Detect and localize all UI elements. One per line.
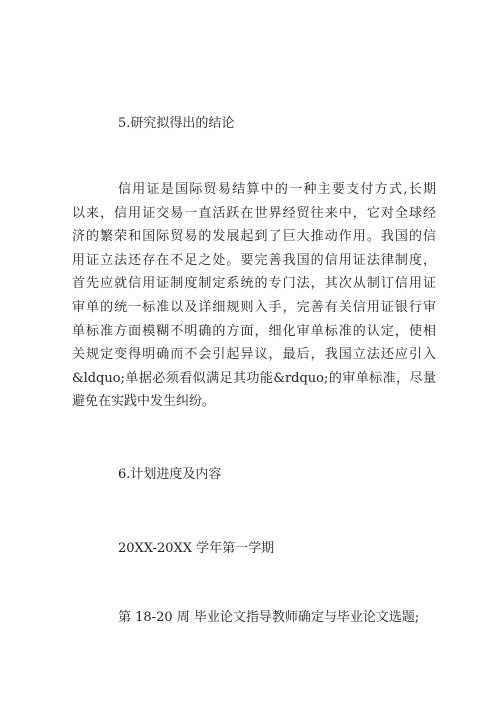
conclusion-paragraph bbox=[72, 178, 436, 414]
section-5-heading: 5.研究拟得出的结论 bbox=[118, 116, 235, 131]
paragraph-line: 单标准方面模糊不明确的方面，细化审单标准的认定，使相 bbox=[72, 323, 436, 339]
paragraph-line: &ldquo;单据必须看似满足其功能&rdquo;的审单标准，尽量 bbox=[72, 370, 436, 386]
paragraph-line: 首先应就信用证制度制定系统的专门法，其次从制订信用证 bbox=[72, 276, 436, 292]
schedule-item: 第 18-20 周 毕业论文指导教师确定与毕业论文选题; bbox=[118, 610, 420, 625]
paragraph-line: 审单的统一标准以及详细规则入手，完善有关信用证银行审 bbox=[72, 299, 436, 315]
paragraph-line: 信用证是国际贸易结算中的一种主要支付方式,长期 bbox=[118, 182, 436, 197]
term-heading: 20XX-20XX 学年第一学期 bbox=[118, 541, 275, 556]
paragraph-line: 关规定变得明确而不会引起异议，最后，我国立法还应引入 bbox=[72, 347, 436, 363]
section-6-heading: 6.计划进度及内容 bbox=[118, 467, 222, 482]
paragraph-line: 用证立法还存在不足之处。要完善我国的信用证法律制度， bbox=[72, 252, 436, 268]
paragraph-line: 济的繁荣和国际贸易的发展起到了巨大推动作用。我国的信 bbox=[72, 229, 436, 245]
paragraph-line: 避免在实践中发生纠纷。 bbox=[72, 394, 216, 410]
paragraph-line: 以来，信用证交易一直活跃在世界经贸往来中，它对全球经 bbox=[72, 205, 436, 221]
